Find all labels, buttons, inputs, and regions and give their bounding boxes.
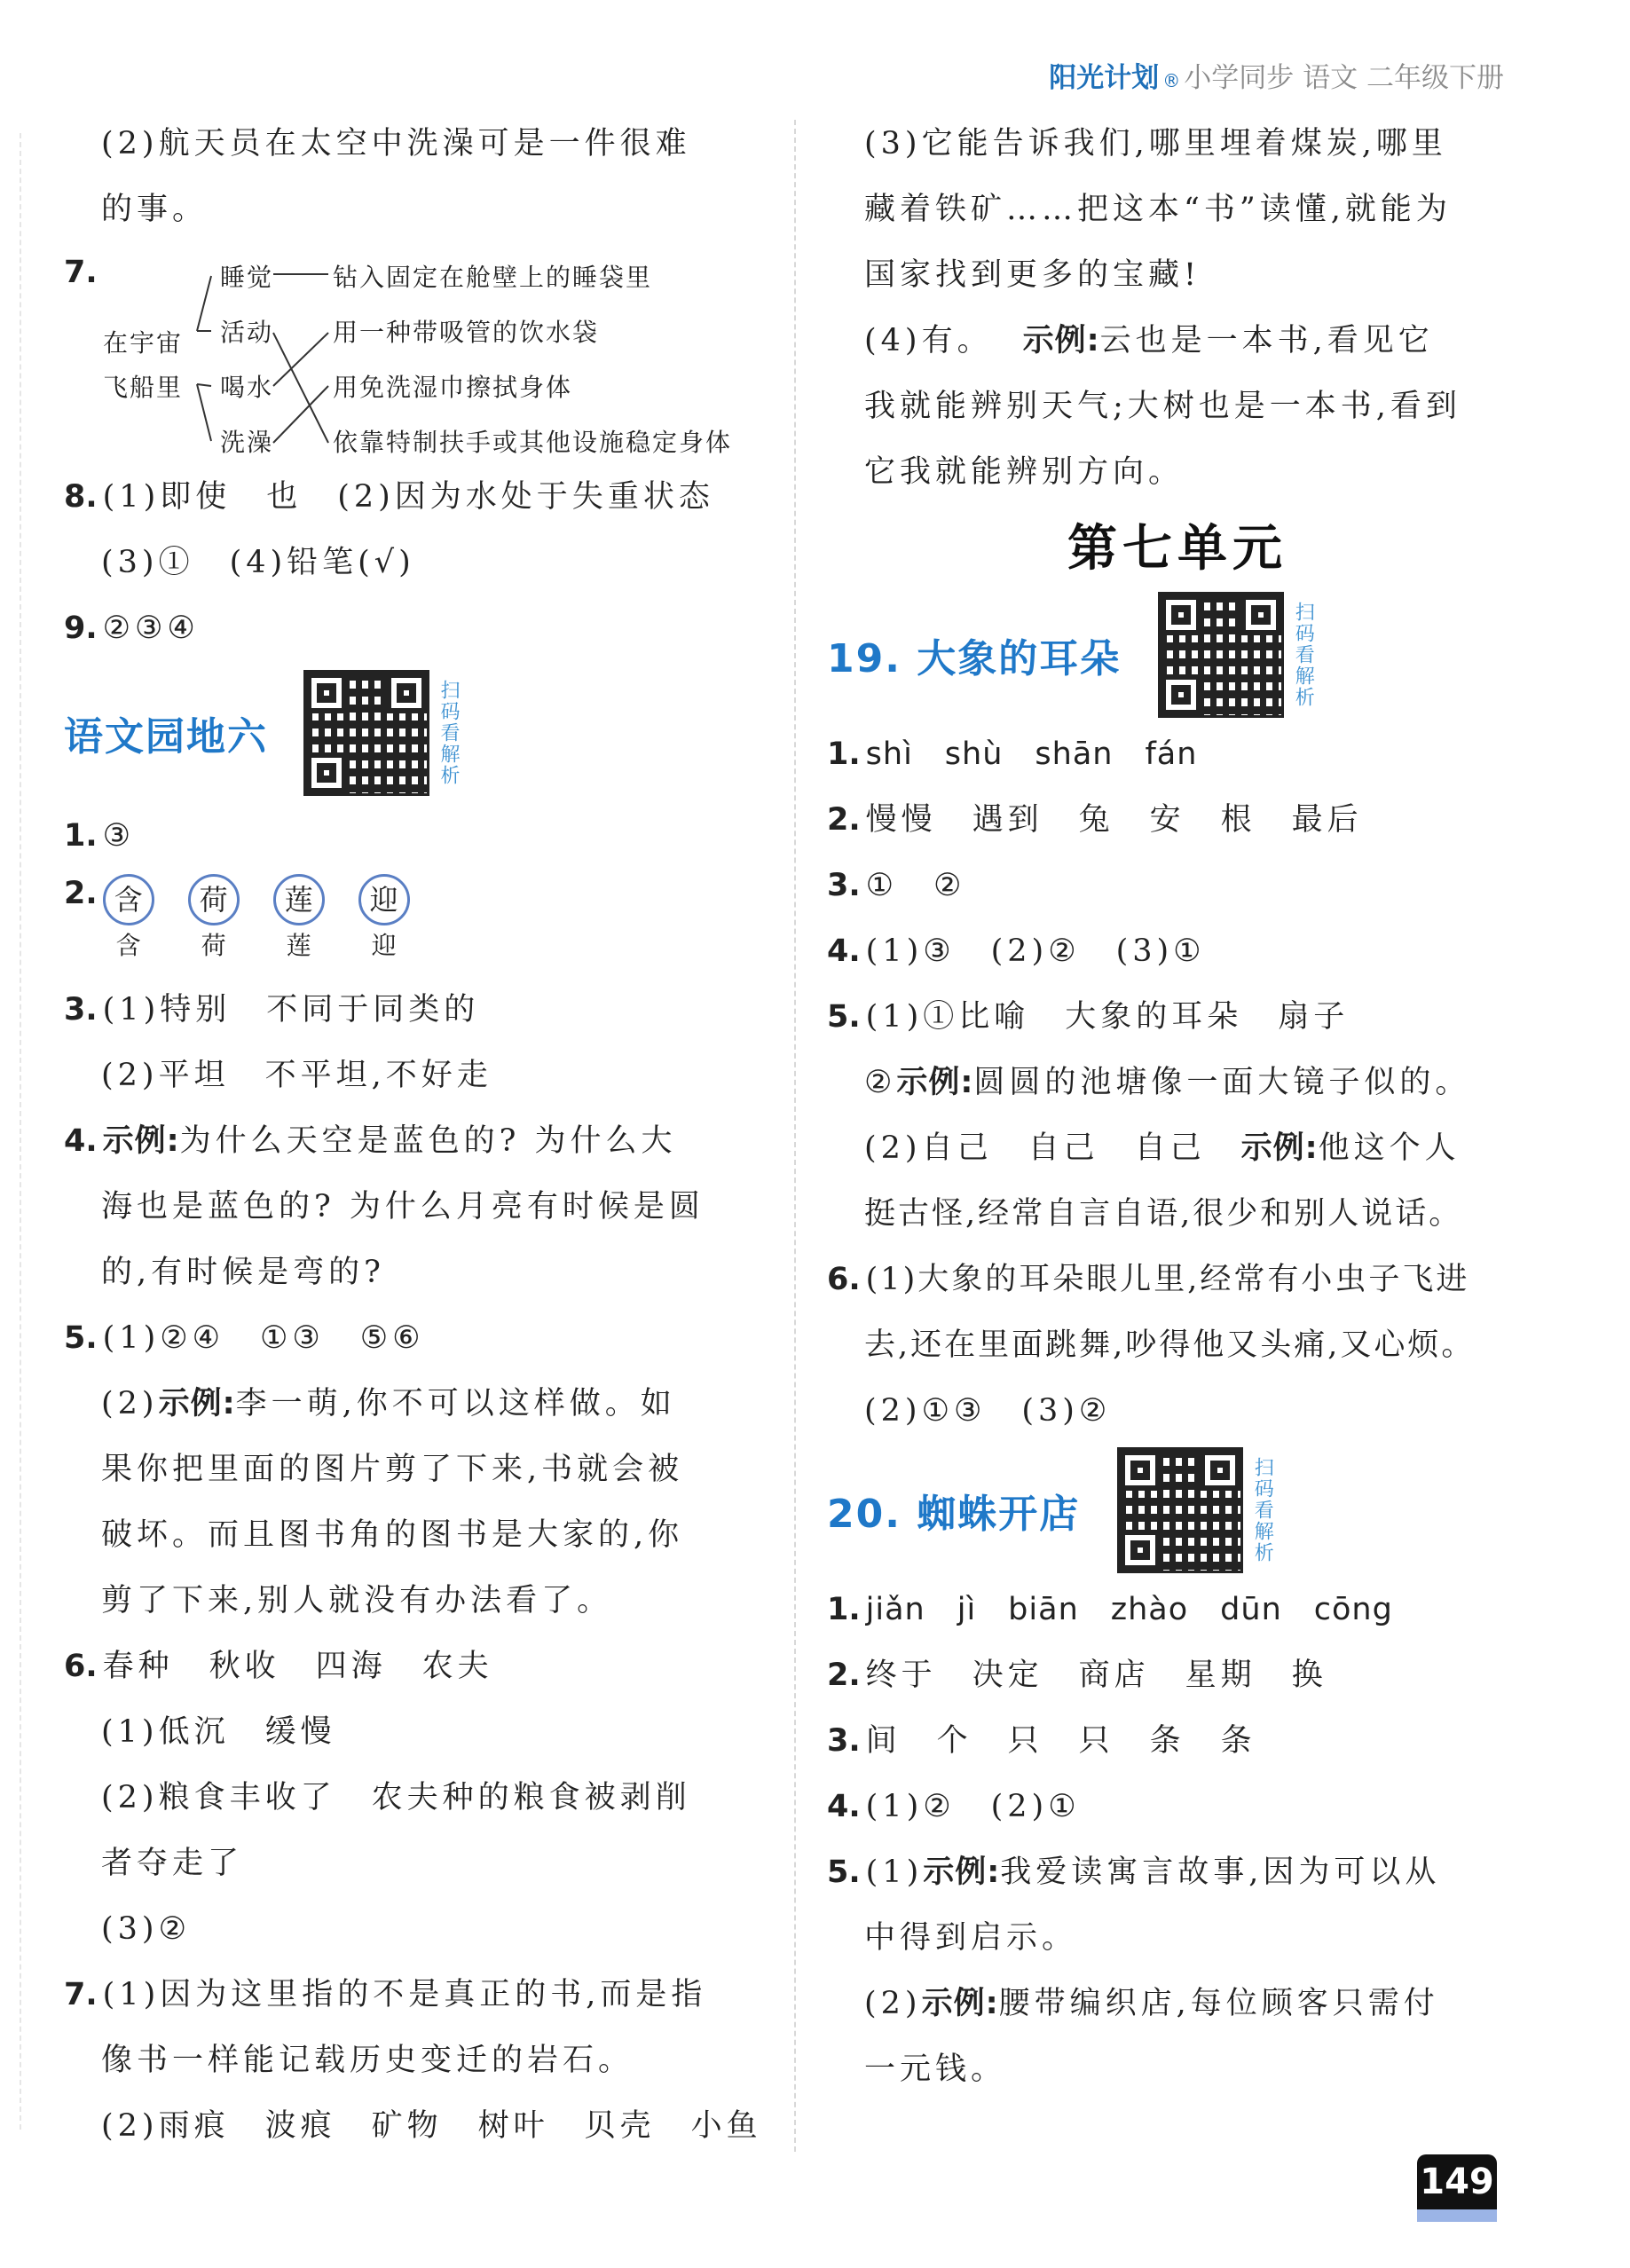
question-number: 5. (827, 999, 861, 1035)
example-label: 示例: (1240, 1130, 1319, 1166)
header-subtitle: 小学同步 语文 二年级下册 (1184, 62, 1504, 94)
question-number: 4. (827, 1789, 861, 1824)
question-number: 3. (827, 1723, 861, 1759)
page-number: 149 (1417, 2154, 1497, 2209)
answer-line (827, 984, 1528, 1050)
section-header (827, 588, 1528, 721)
match-item: 喝水 (220, 373, 274, 402)
section-title: 20. 蜘蛛开店 (827, 1492, 1081, 1537)
match-answer: 用一种带吸管的饮水袋 (333, 318, 600, 347)
match-subject-2: 飞船里 (103, 373, 184, 402)
question-number: 7. (64, 1977, 98, 2012)
qr-code[interactable] (303, 670, 429, 796)
answer-line (827, 1642, 1528, 1708)
answer-text: ②③④ (102, 610, 200, 646)
answer-line (827, 1774, 1528, 1839)
answer-line: (2)自己 自己 自己 示例:他这个人 (864, 1130, 1461, 1166)
answer-text: (1)因为这里指的不是真正的书,而是指 (102, 1977, 707, 2012)
question-number: 7. (64, 255, 98, 290)
answer-text: 间 个 只 只 条 条 (865, 1723, 1256, 1759)
answer-line (827, 1247, 1528, 1312)
match-subject-1: 在宇宙 (103, 328, 184, 358)
match-item: 洗澡 (220, 428, 274, 457)
qr-code[interactable] (1117, 1447, 1243, 1573)
qr-label: 扫码看解析 (1251, 1457, 1274, 1563)
match-lines (64, 242, 348, 464)
question-number: 9. (64, 610, 98, 646)
left-column (64, 111, 765, 2159)
question-number: 5. (827, 1855, 861, 1890)
match-answer: 依靠特制扶手或其他设施稳定身体 (333, 428, 733, 457)
answer-line: (3)② (101, 1911, 191, 1947)
example-label: 示例: (1022, 323, 1100, 358)
answer-text: (1)①比喻 大象的耳朵 扇子 (865, 999, 1350, 1035)
answer-line: (2)航天员在太空中洗澡可是一件很难 (101, 126, 691, 161)
answer-text: (1)② (2)① (865, 1789, 1081, 1824)
answer-text: ③ (102, 818, 136, 854)
qr-label: 扫码看解析 (1292, 602, 1315, 708)
answer-line (64, 803, 765, 869)
question-number: 4. (827, 933, 861, 969)
answer-line: 者夺走了 (101, 1846, 244, 1881)
match-answer: 钻入固定在舱壁上的睡袋里 (333, 263, 653, 292)
section-title: 19. 大象的耳朵 (827, 636, 1122, 681)
answer-line: 的,有时候是弯的? (101, 1255, 385, 1290)
answer-line (827, 1577, 1528, 1642)
answer-line: 去,还在里面跳舞,吵得他又头痛,又心烦。 (864, 1327, 1476, 1363)
qr-label: 扫码看解析 (437, 680, 460, 786)
question-number: 5. (64, 1320, 98, 1356)
circled-characters (103, 874, 410, 961)
answer-line (827, 918, 1528, 984)
answer-line: 5. (1)示例:我爱读寓言故事,因为可以从 (827, 1855, 1441, 1890)
example-label: 示例: (921, 1986, 999, 2021)
question-number: 2. (827, 802, 861, 838)
answer-line: 藏着铁矿……把这本“书”读懂,就能为 (864, 192, 1452, 227)
match-item: 睡觉 (220, 263, 274, 292)
answer-line: (2)示例:李一萌,你不可以这样做。如 (101, 1386, 676, 1421)
answer-line (64, 1962, 765, 2028)
answer-line (827, 721, 1528, 787)
question-number: 1. (64, 818, 98, 854)
answer-line (64, 869, 765, 977)
page-number-bar (1417, 2209, 1497, 2222)
answer-line: (3)它能告诉我们,哪里埋着煤炭,哪里 (864, 126, 1447, 161)
answer-line: 它我就能辨别方向。 (864, 454, 1185, 490)
answer-line (64, 1305, 765, 1371)
answer-line: 像书一样能记载历史变迁的岩石。 (101, 2043, 634, 2078)
answer-line: 剪了下来,别人就没有办法看了。 (101, 1583, 613, 1618)
answer-line (64, 595, 765, 661)
answer-line: 的事。 (101, 192, 209, 227)
pinyin-answer: jiǎn jì biān zhào dūn cōng (865, 1592, 1393, 1627)
answer-line: 我就能辨别天气;大树也是一本书,看到 (864, 389, 1461, 424)
header-reg-mark: ® (1162, 70, 1181, 91)
circled-char: 荷 荷 (188, 874, 240, 961)
circled-char: 含 含 (103, 874, 154, 961)
answer-line: ②示例:圆圆的池塘像一面大镜子似的。 (864, 1065, 1471, 1100)
question-number: 8. (64, 479, 98, 515)
answer-line: (1)低沉 缓慢 (101, 1714, 336, 1750)
question-number: 3. (64, 992, 98, 1028)
answer-line: 一元钱。 (864, 2051, 1007, 2087)
circled-char: 迎 迎 (358, 874, 410, 961)
answer-line: 果你把里面的图片剪了下来,书就会被 (101, 1452, 684, 1487)
right-column (827, 111, 1528, 2102)
section-header (64, 666, 765, 799)
answer-line (64, 977, 765, 1043)
answer-line: 中得到启示。 (864, 1920, 1078, 1956)
example-label: 示例: (158, 1386, 236, 1421)
circled-char: 莲 莲 (273, 874, 325, 961)
question-number: 1. (827, 736, 861, 772)
answer-line: (2)雨痕 波痕 矿物 树叶 贝壳 小鱼 (101, 2108, 762, 2144)
question-number: 2. (64, 876, 98, 911)
answer-text: (1)②④ ①③ ⑤⑥ (102, 1320, 425, 1356)
question-number: 2. (827, 1658, 861, 1693)
answer-text: (1)特别 不同于同类的 (102, 992, 480, 1028)
unit-title: 第七单元 (1067, 519, 1287, 578)
question-number: 6. (64, 1649, 98, 1684)
answer-line: (2)①③ (3)② (864, 1393, 1112, 1429)
answer-text: (1)即使 也 (2)因为水处于失重状态 (102, 479, 714, 515)
answer-line: 海也是蓝色的? 为什么月亮有时候是圆 (101, 1189, 705, 1225)
column-divider (794, 120, 796, 2152)
qr-code[interactable] (1158, 592, 1284, 718)
left-edge-divider (20, 133, 21, 2130)
match-item: 活动 (220, 318, 274, 347)
answer-text: (1)③ (2)② (3)① (865, 933, 1206, 969)
example-label: 示例: (923, 1855, 1001, 1890)
answer-line (827, 1708, 1528, 1774)
question-number: 3. (827, 868, 861, 903)
question-number: 6. (827, 1262, 861, 1297)
answer-text: 为什么天空是蓝色的? 为什么大 (179, 1123, 677, 1159)
section-title: 语文园地六 (64, 714, 268, 760)
answer-line: 挺古怪,经常自言自语,很少和别人说话。 (864, 1196, 1463, 1232)
answer-line: 破坏。而且图书角的图书是大家的,你 (101, 1517, 684, 1553)
answer-line: 国家找到更多的宝藏! (864, 257, 1201, 293)
answer-line: (2)粮食丰收了 农夫种的粮食被剥削 (101, 1780, 691, 1815)
answer-text: (1)大象的耳朵眼儿里,经常有小虫子飞进 (865, 1262, 1470, 1297)
answer-text: ① ② (865, 868, 966, 903)
answer-line (64, 1634, 765, 1699)
match-answer: 用免洗湿巾擦拭身体 (333, 373, 573, 402)
answer-line: (2)平坦 不平坦,不好走 (101, 1058, 492, 1093)
answer-line (64, 1108, 765, 1174)
example-label: 示例: (896, 1065, 974, 1100)
example-label: 示例: (102, 1123, 180, 1159)
page-header (1049, 55, 1504, 95)
matching-diagram (64, 242, 765, 464)
pinyin-answer: shì shù shān fán (865, 736, 1198, 772)
answer-line: (2)示例:腰带编织店,每位顾客只需付 (864, 1986, 1439, 2021)
header-brand: 阳光计划 (1049, 62, 1160, 94)
question-number: 1. (827, 1592, 861, 1627)
answer-line (827, 853, 1528, 918)
answer-line: (3)① (4)铅笔(√) (101, 545, 415, 580)
section-header (827, 1444, 1528, 1577)
answer-text: 慢慢 遇到 兔 安 根 最后 (865, 802, 1363, 838)
answer-line (827, 787, 1528, 853)
answer-text: 终于 决定 商店 星期 换 (865, 1658, 1327, 1693)
answer-line (64, 464, 765, 530)
question-number: 4. (64, 1123, 98, 1159)
answer-text: 春种 秋收 四海 农夫 (102, 1649, 493, 1684)
answer-line: (4)有。 示例:云也是一本书,看见它 (864, 323, 1434, 358)
